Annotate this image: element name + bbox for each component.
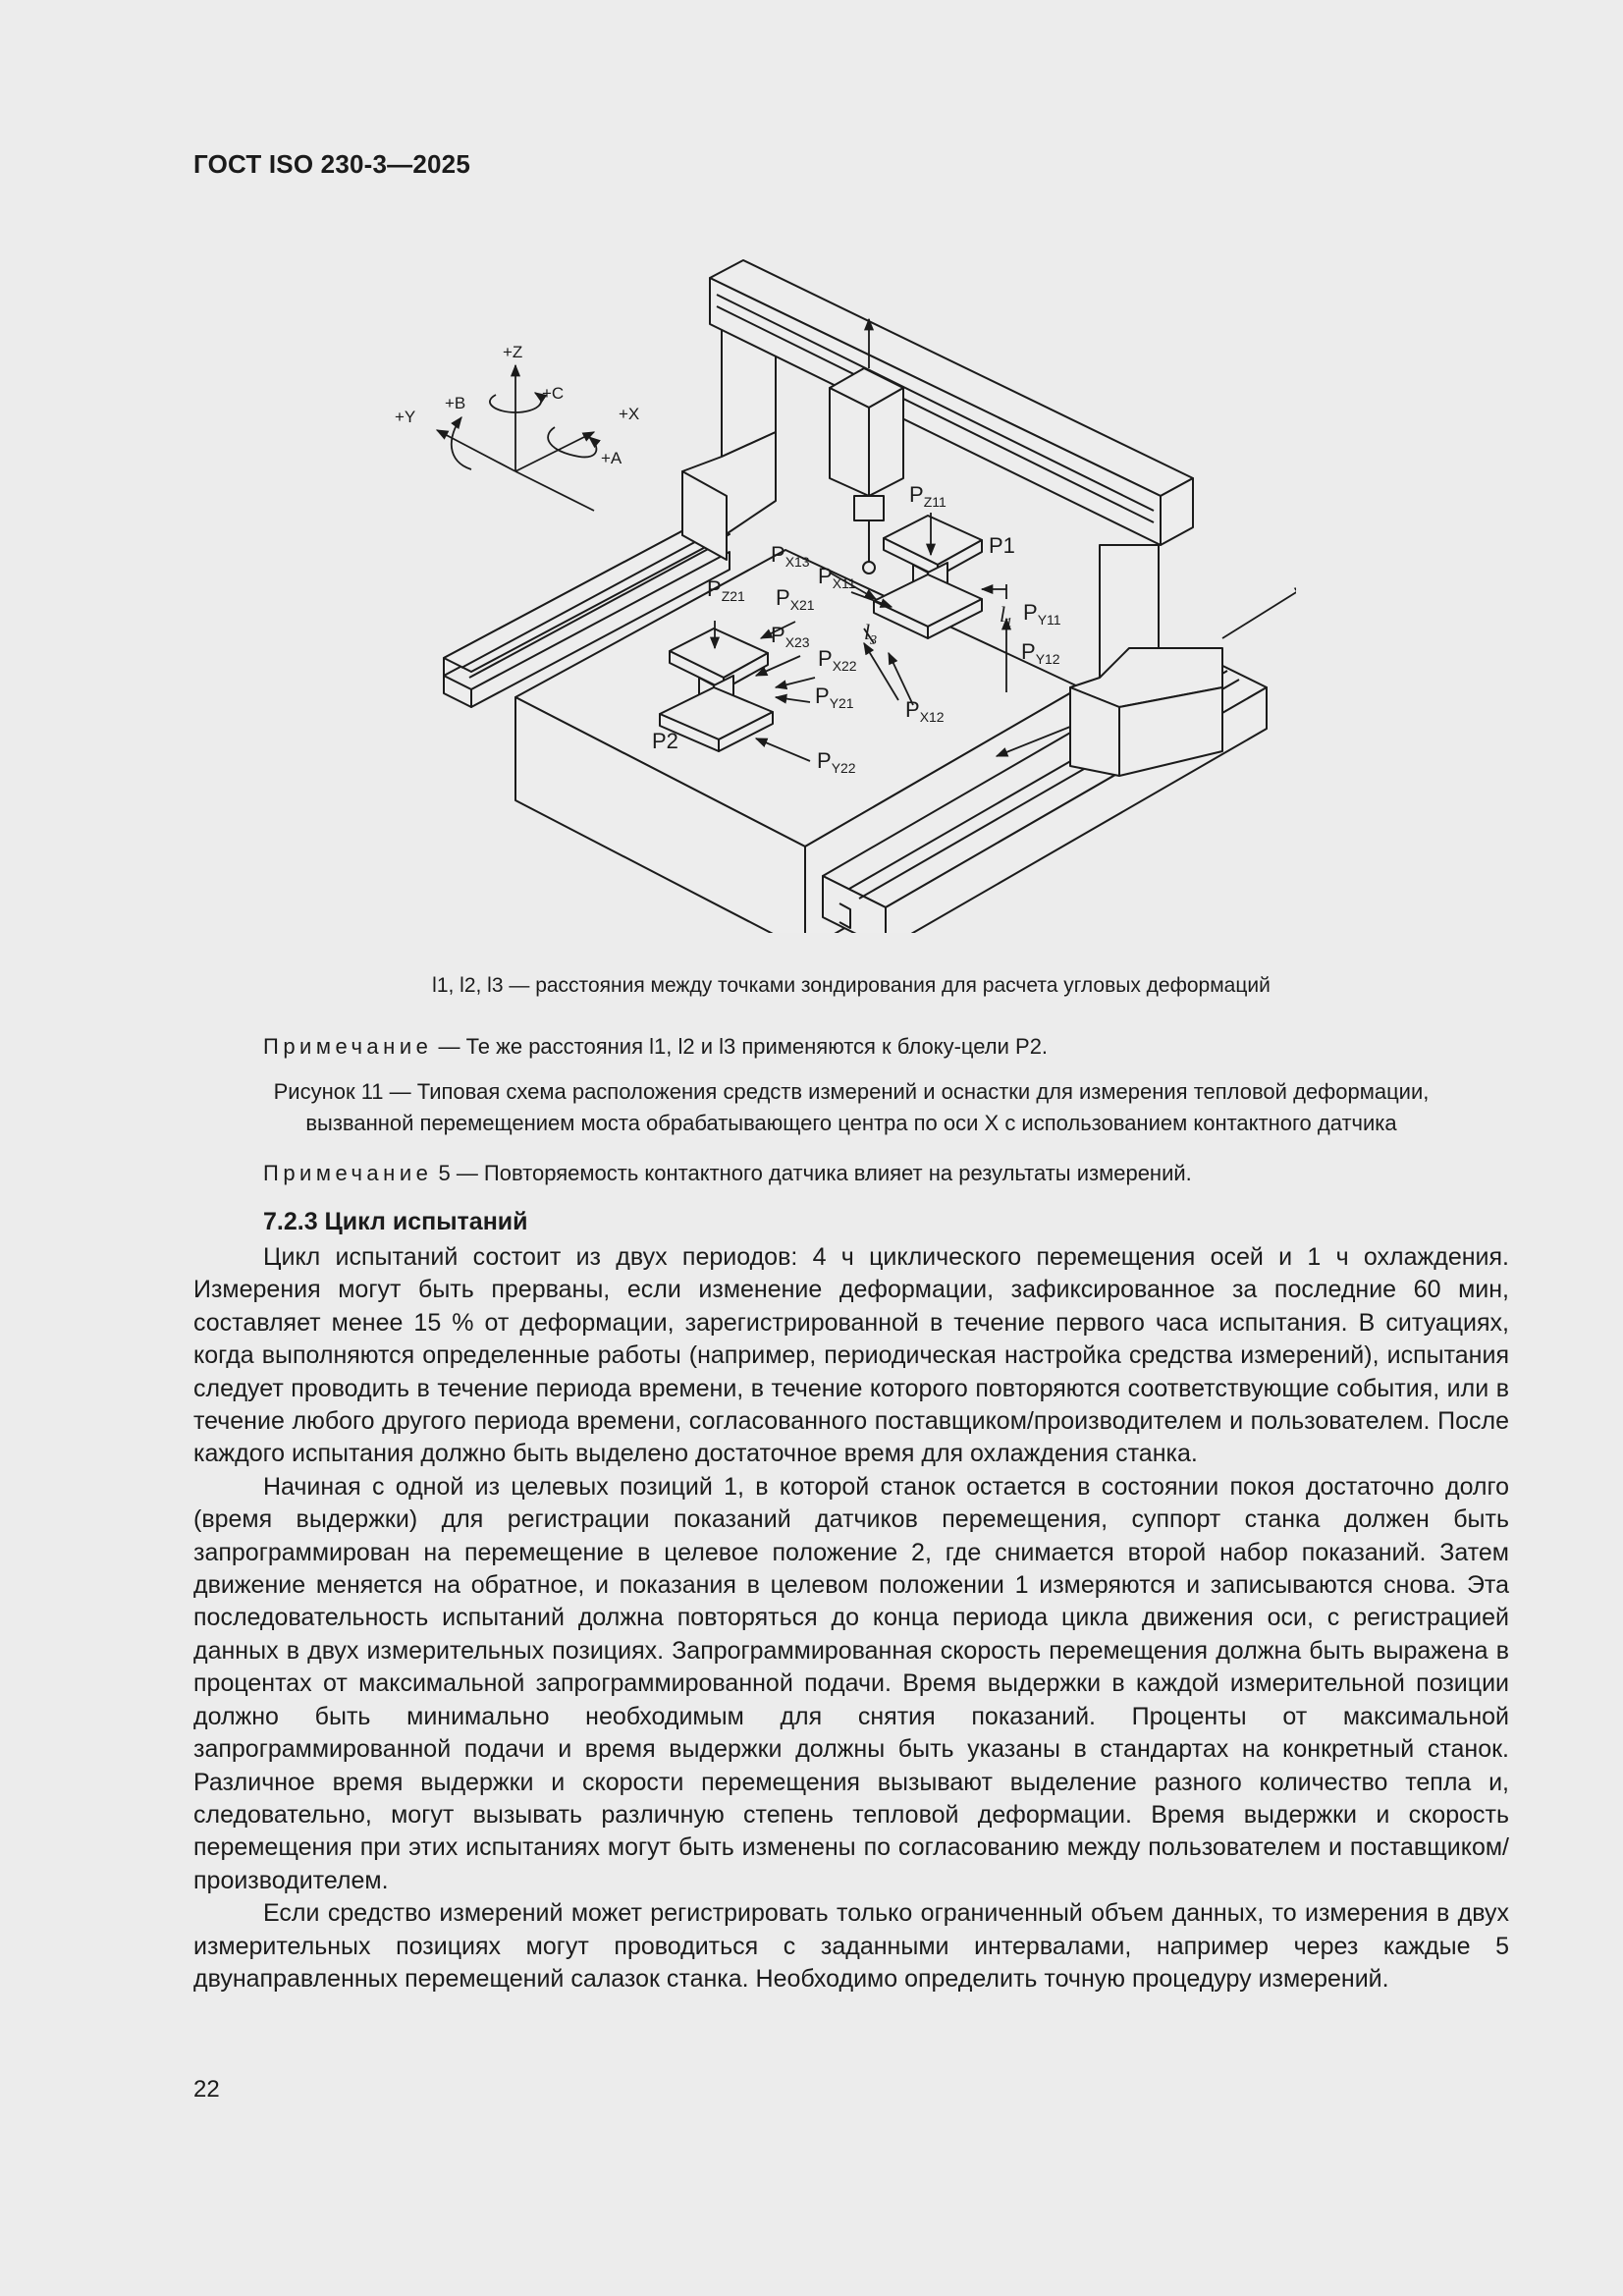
- axis-b-label: +B: [445, 394, 466, 412]
- label-px11: $P_{X11}$: [818, 564, 856, 591]
- label-p1: P1: [989, 533, 1015, 558]
- axis-y-label: +Y: [395, 408, 416, 426]
- note-label: Примечание: [263, 1034, 433, 1059]
- label-py21: $P_{Y21}$: [815, 683, 854, 711]
- figure-caption: [193, 1076, 1509, 1139]
- label-px23: $P_{X23}$: [771, 623, 810, 650]
- axis-a-label: +A: [601, 449, 622, 467]
- axis-x-label: +X: [619, 405, 640, 423]
- label-pz21: $P_{Z21}$: [707, 576, 745, 604]
- figure-caption-line-1: Рисунок 11 — Типовая схема расположения средств измерений и оснастки для измерения тепловой деформации,: [273, 1079, 1430, 1104]
- right-column: [1070, 545, 1222, 776]
- label-px12: $P_{X12}$: [905, 697, 945, 725]
- axis-c-label: +C: [542, 384, 565, 403]
- machine-diagram: [393, 226, 1296, 933]
- paragraph-3: Если средство измерений может регистрировать только ограниченный объем данных, то измерения в двух измерительных позициях могут проводиться с заданными интервалами, например через каждые 5 двунаправленных перемещений салазок станка. Необходимо определить точную процедуру измерений.: [193, 1899, 1509, 1993]
- label-py12: $P_{Y12}$: [1021, 639, 1060, 667]
- label-l1: $l_1$: [1000, 602, 1013, 630]
- label-p2: P2: [652, 729, 678, 753]
- note-5-label: Примечание: [263, 1161, 433, 1185]
- note-text: — Те же расстояния l1, l2 и l3 применяются к блоку-цели P2.: [438, 1034, 1049, 1059]
- label-l3: $l_3$: [864, 620, 878, 648]
- target-block-p1: [874, 516, 982, 638]
- label-px22: $P_{X22}$: [818, 646, 857, 674]
- note-5: [263, 1161, 1192, 1186]
- figure-caption-line-2: вызванной перемещением моста обрабатывающего центра по оси X с использованием контактного датчика: [305, 1111, 1397, 1135]
- section-heading: 7.2.3 Цикл испытаний: [263, 1208, 528, 1235]
- document-header: ГОСТ ISO 230-3—2025: [193, 149, 471, 179]
- axes-symbol: [437, 365, 596, 511]
- paragraph-1: Цикл испытаний состоит из двух периодов: 4 ч циклического перемещения осей и 1 ч охлаждения. Измерения могут быть прерваны, если изменение деформации, зафиксированное за последние 60 мин, составляет менее 15 % от деформации, зарегистрированной в течение первого часа испытания. В ситуациях, когда выполняются определенные работы (например, периодическая настройка средства измерений), испытания следует проводить в течение периода времени, в течение которого повторяются соответствующие события, или в течение любого другого периода времени, согласованного поставщиком/производителем и пользователем. После каждого испытания должно быть выделено достаточное время для охлаждения станка.: [193, 1243, 1509, 1468]
- page-number: 22: [193, 2076, 220, 2103]
- note-5-text: 5 — Повторяемость контактного датчика влияет на результаты измерений.: [438, 1161, 1192, 1185]
- body-text: [193, 1241, 1509, 1995]
- label-py11: $P_{Y11}$: [1023, 600, 1061, 628]
- figure-note: [263, 1034, 1048, 1060]
- label-pz11: $P_{Z11}$: [909, 482, 947, 510]
- label-px13: $P_{X13}$: [771, 542, 810, 570]
- label-py22: $P_{Y22}$: [817, 748, 856, 776]
- figure-legend: l1, l2, l3 — расстояния между точками зондирования для расчета угловых деформаций: [432, 974, 1271, 997]
- paragraph-2: Начиная с одной из целевых позиций 1, в которой станок остается в состоянии покоя достаточно долго (время выдержки) для регистрации показаний датчиков перемещения, суппорт станка должен быть запрограммирован на перемещение в целевое положение 2, где снимается второй набор показаний. Затем движение меняется на обратное, и показания в целевом положении 1 измеряются и записываются снова. Эта последовательность испытаний должна повторяться до конца периода цикла движения оси, с регистрацией данных в двух измерительных позициях. Запрограммированная скорость перемещения должна быть выражена в процентах от максимальной запрограммированной подачи. Время выдержки в каждой измерительной позиции должно быть минимально необходимым для снятия показаний. Проценты от максимальной запрограммированной подачи и время выдержки должны быть указаны в стандартах на конкретный станок. Различное время выдержки и скорости перемещения вызывают выделение разного количество тепла и, следовательно, могут вызывать различную степень тепловой деформации. Время выдержки и скорость перемещения при этих испытаниях могут быть изменены по согласованию между пользователем и поставщиком/производителем.: [193, 1472, 1509, 1894]
- bridge-beam: [710, 260, 1193, 545]
- axis-z-label: +Z: [503, 343, 523, 361]
- label-px21: $P_{X21}$: [776, 585, 815, 613]
